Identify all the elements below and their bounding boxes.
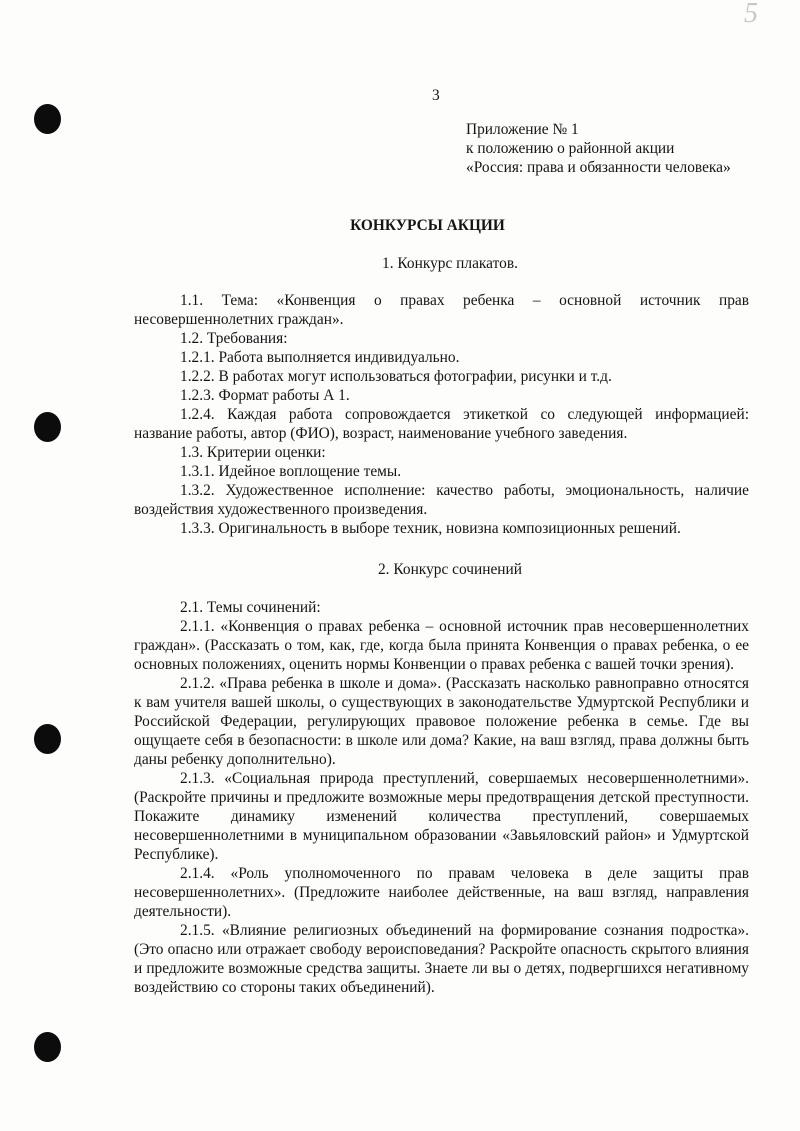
- punch-hole: [34, 1032, 61, 1062]
- document-title: КОНКУРСЫ АКЦИИ: [350, 217, 505, 234]
- paragraph: 2.1.2. «Права ребенка в школе и дома». (Рассказать насколько равноправно относятся к вам учителя вашей школы, о существующих в законодательстве Удмуртской Республики и Российской Федерации, регулирующих правовое положение ребенка в семье. Где вы ощущаете себя в безопасности: в школе или дома? Какие, на ваш взгляд, права должны быть даны ребенку дополнительно).: [134, 675, 749, 768]
- appendix-line: Приложение № 1: [466, 121, 579, 138]
- paragraph: 2.1. Темы сочинений:: [180, 599, 321, 616]
- paragraph: 1.1. Тема: «Конвенция о правах ребенка – основной источник прав несовершеннолетних граждан».: [134, 292, 749, 328]
- paragraph: 1.3.3. Оригинальность в выборе техник, новизна композиционных решений.: [180, 520, 681, 537]
- appendix-header: [466, 120, 786, 177]
- section-heading-posters: 1. Конкурс плакатов.: [382, 255, 518, 272]
- appendix-line: «Россия: права и обязанности человека»: [466, 159, 731, 176]
- paragraph: 1.2.4. Каждая работа сопровождается этикеткой со следующей информацией: название работы, автор (ФИО), возраст, наименование учебного заведения.: [134, 406, 749, 442]
- section-body-posters: [134, 291, 749, 538]
- paragraph: 2.1.1. «Конвенция о правах ребенка – основной источник прав несовершеннолетних граждан». (Рассказать о том, как, где, когда была принята Конвенция о правах ребенка, о ее основных положениях, оценить нормы Конвенции о правах ребенка с вашей точки зрения).: [134, 618, 749, 673]
- paragraph: 1.2.1. Работа выполняется индивидуально.: [180, 349, 460, 366]
- handwritten-page-mark: 5: [744, 0, 758, 29]
- paragraph: 1.3.1. Идейное воплощение темы.: [180, 463, 402, 480]
- paragraph: 1.2.2. В работах могут использоваться фотографии, рисунки и т.д.: [180, 368, 612, 385]
- page-number: 3: [432, 87, 440, 104]
- punch-hole: [34, 412, 61, 442]
- section-heading-essays: 2. Конкурс сочинений: [377, 561, 523, 578]
- paragraph: 1.3. Критерии оценки:: [180, 444, 326, 461]
- paragraph: 1.2.3. Формат работы А 1.: [180, 387, 350, 404]
- paragraph: 2.1.5. «Влияние религиозных объединений на формирование сознания подростка». (Это опасно или отражает свободу вероисповедания? Раскройте опасность скрытого влияния и предложите возможные средства защиты. Знаете ли вы о детях, подвергшихся негативному воздействию со стороны таких объединений).: [134, 922, 749, 996]
- paragraph: 2.1.4. «Роль уполномоченного по правам человека в деле защиты прав несовершеннолетних». (Предложите наиболее действенные, на ваш взгляд, направления деятельности).: [134, 865, 749, 920]
- punch-hole: [34, 724, 61, 754]
- appendix-line: к положению о районной акции: [466, 140, 675, 157]
- paragraph: 1.3.2. Художественное исполнение: качество работы, эмоциональность, наличие воздействия художественного произведения.: [134, 482, 749, 518]
- section-body-essays: [134, 598, 749, 997]
- paragraph: 2.1.3. «Социальная природа преступлений, совершаемых несовершеннолетними». (Раскройте причины и предложите возможные меры предотвращения детской преступности. Покажите динамику изменений количества преступлений, совершаемых несовершеннолетними в муниципальном образовании «Завьяловский район» и Удмуртской Республике).: [134, 770, 749, 863]
- paragraph: 1.2. Требования:: [180, 330, 288, 347]
- punch-hole: [34, 104, 61, 134]
